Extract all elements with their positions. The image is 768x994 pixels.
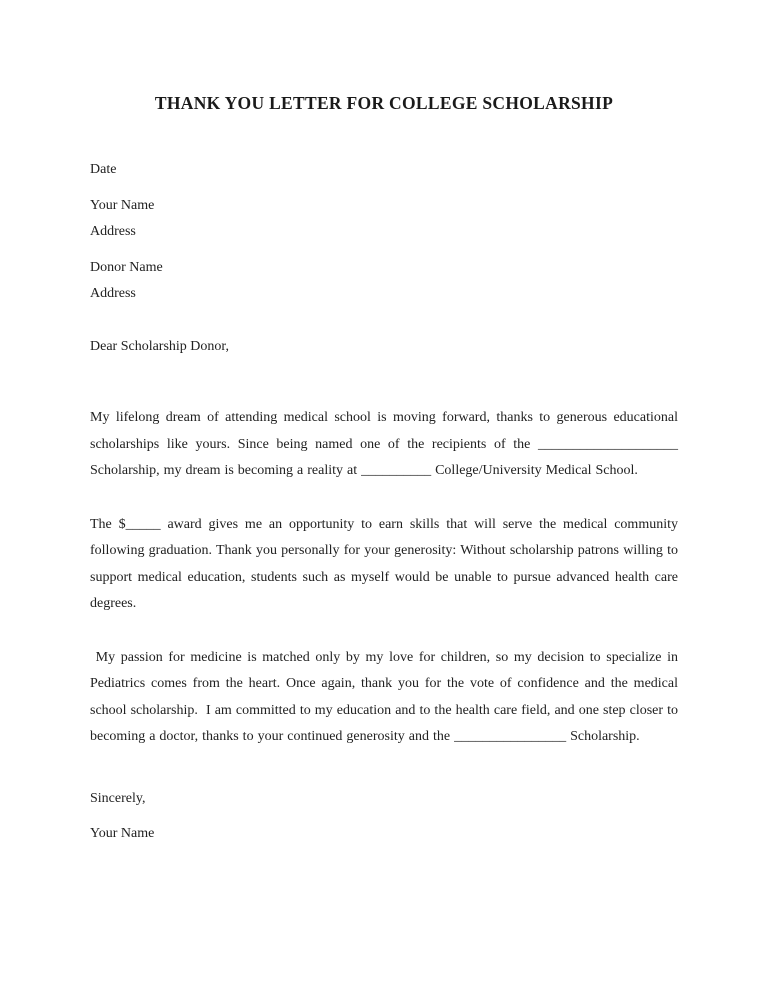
closing-line: Sincerely, <box>90 790 146 806</box>
donor-name-line: Donor Name <box>90 259 163 275</box>
salutation-line: Dear Scholarship Donor, <box>90 338 230 354</box>
donor-address-line: Address <box>90 286 136 301</box>
paragraph-award: The $_____ award gives me an opportunity to earn skills that will serve the medical community following graduation. Thank you personally for your generosity: Without scholarship patrons willing to support medical education, students such as myself would be unable to pursue advanced health care degrees. <box>90 516 682 611</box>
sender-address-line: Address <box>90 224 136 239</box>
signature-line: Your Name <box>90 826 155 841</box>
date-line: Date <box>90 162 117 177</box>
paragraph-passion: My passion for medicine is matched only by my love for children, so my decision to specialize in Pediatrics comes from the heart. Once again, thank you for the vote of confidence and the medical school scholarship. I am committed to my education and to the health care field, and one step closer to becoming a doctor, thanks to your continued generosity and the ________________ Scholarship. <box>90 649 682 744</box>
sender-block <box>90 193 678 246</box>
donor-block <box>90 255 678 308</box>
paragraph-dream: My lifelong dream of attending medical school is moving forward, thanks to generous educational scholarships like yours. Since being named one of the recipients of the ____________________ Scholarship, my dream is becoming a reality at __________ College/University Medical School. <box>90 410 682 478</box>
sender-name-line: Your Name <box>90 197 155 213</box>
document-title: THANK YOU LETTER FOR COLLEGE SCHOLARSHIP <box>154 93 614 113</box>
